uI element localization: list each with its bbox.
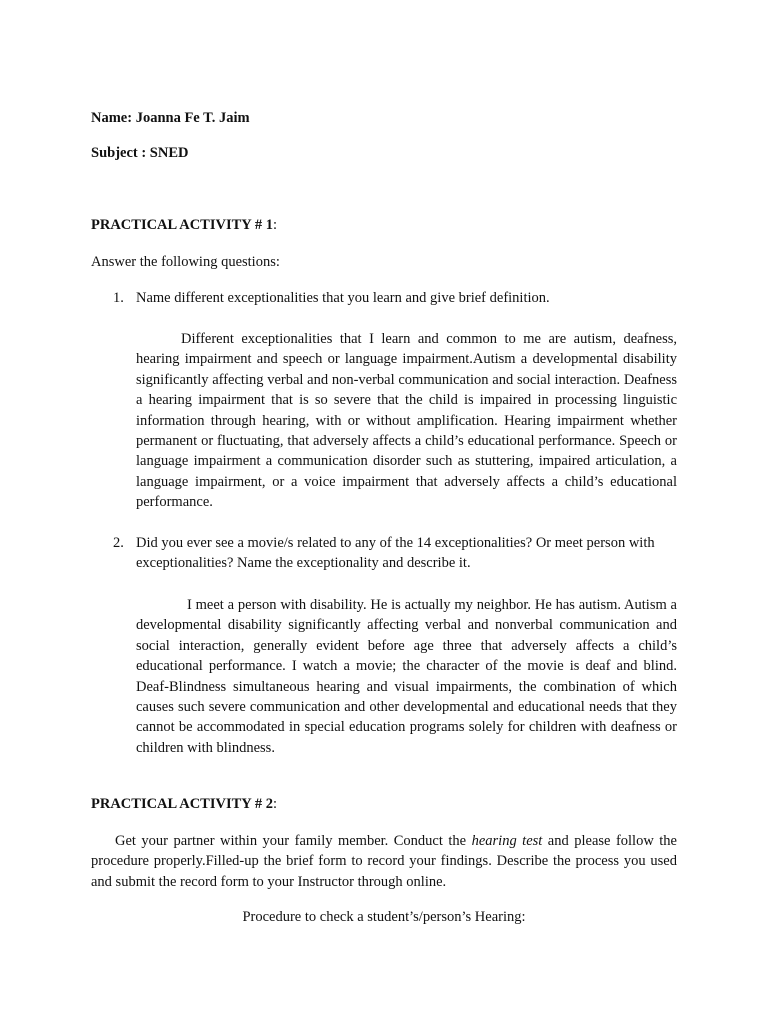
activity2-instruction [91, 831, 677, 892]
question-1-number: 1. [113, 290, 124, 306]
activity2-instruction-after: and please follow the procedure properly.Filled-up the brief form to record your findings. Describe the process you used and submit the record form to your Instructor through online. [91, 833, 677, 890]
question-1-text: Name different exceptionalities that you learn and give brief definition. [136, 290, 550, 306]
subject-label: Subject : SNED [91, 145, 189, 161]
student-name: Name: Joanna Fe T. Jaim [91, 110, 250, 126]
activity2-heading [91, 794, 277, 814]
question-2-text: Did you ever see a movie/s related to any of the 14 exceptionalities? Or meet person with exceptionalities? Name the exceptionality and describe it. [136, 535, 655, 572]
activity2-instruction-emphasis: hearing test [471, 833, 543, 849]
answer-1-text: Different exceptionalities that I learn and common to me are autism, deafness, hearing impairment and speech or language impairment.Autism a developmental disability significantly affecting verbal and non-verbal communication and social interaction. Deafness a hearing impairment that is so severe that the child is impaired in processing linguistic information through hearing, with or without amplification. Hearing impairment whether permanent or fluctuating, that adversely affects a child’s educational performance. Speech or language impairment a communication disorder such as stuttering, impaired articulation, a language impairment, or a voice impairment that adversely affects a child’s educational performance. [136, 331, 677, 511]
activity2-title: PRACTICAL ACTIVITY # 2 [91, 796, 273, 812]
activity1-heading [91, 215, 277, 235]
question-2-number: 2. [113, 535, 124, 551]
activity2-instruction-before: Get your partner within your family member. Conduct the [115, 833, 472, 849]
activity1-instruction: Answer the following questions: [91, 254, 280, 270]
activity1-title: PRACTICAL ACTIVITY # 1 [91, 217, 273, 233]
activity2-title-suffix: : [272, 796, 277, 812]
answer-2-text: I meet a person with disability. He is actually my neighbor. He has autism. Autism a developmental disability significantly affecting verbal and nonverbal communication and social interaction, generally evident before age three that adversely affects a child’s educational performance. I watch a movie; the character of the movie is deaf and blind. Deaf-Blindness simultaneous hearing and visual impairments, the combination of which causes such severe communication and other developmental and educational needs that they cannot be accommodated in special education programs solely for children with deafness or children with blindness. [136, 597, 677, 756]
procedure-heading: Procedure to check a student’s/person’s Hearing: [242, 909, 526, 925]
activity1-title-suffix: : [272, 217, 277, 233]
